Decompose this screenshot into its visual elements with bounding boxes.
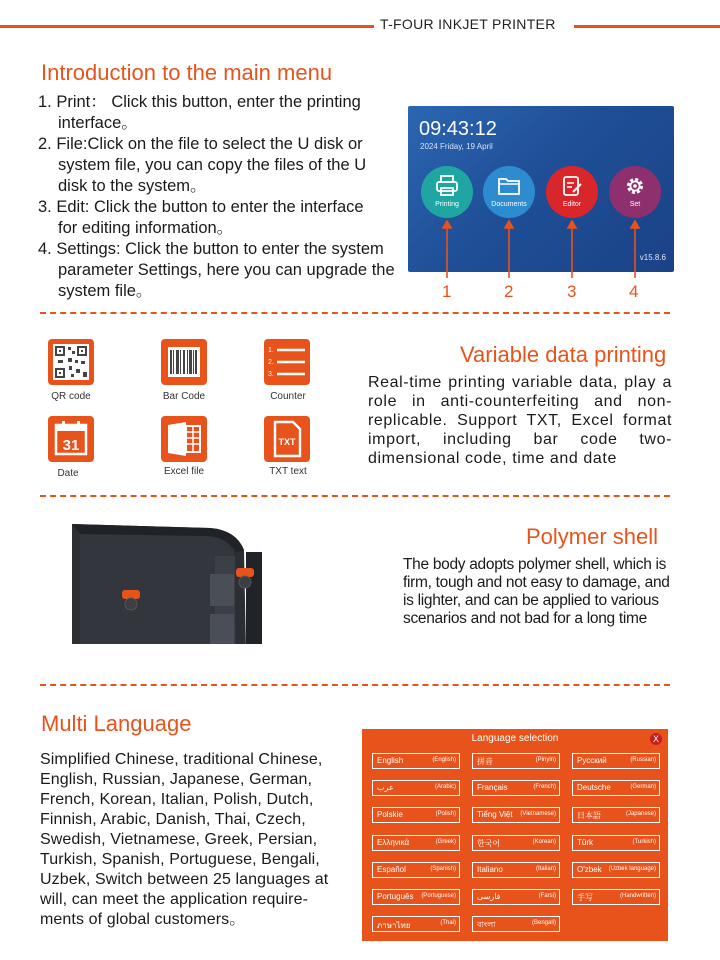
language-native-name: 拼音	[477, 757, 493, 766]
intro-title: Introduction to the main menu	[41, 60, 333, 85]
language-option[interactable]	[372, 835, 460, 851]
intro-line: system file。	[58, 282, 153, 300]
language-english-name: (Farsi)	[538, 893, 556, 899]
section-divider	[40, 684, 670, 686]
intro-list	[38, 92, 408, 302]
icon-label-bar-code: Bar Code	[162, 391, 206, 402]
printer-icon	[435, 175, 459, 197]
excel-file-icon	[161, 416, 207, 462]
intro-item-settings	[38, 239, 408, 302]
language-option[interactable]	[472, 807, 560, 823]
language-english-name: (Arabic)	[434, 784, 456, 791]
intro-line: for editing information。	[58, 219, 234, 237]
language-native-name: 한국어	[477, 838, 501, 848]
language-native-name: Español	[377, 864, 406, 874]
language-option[interactable]	[372, 807, 460, 823]
language-native-name: عرب	[377, 783, 394, 793]
language-native-name: ภาษาไทย	[377, 921, 411, 931]
screen-version: v15.8.6	[639, 253, 666, 262]
edit-icon	[560, 175, 584, 197]
language-english-name: (German)	[630, 784, 656, 791]
svg-text:3.: 3.	[268, 371, 274, 378]
language-english-name: (Russian)	[630, 757, 656, 763]
language-english-name: (Pinyin)	[535, 757, 556, 763]
intro-line: 4. Settings: Click the button to enter the system	[38, 240, 384, 258]
callout-arrows	[408, 220, 674, 280]
app-set-button[interactable]	[609, 166, 661, 218]
calendar-icon	[48, 416, 94, 462]
language-english-name: (French)	[533, 784, 556, 791]
intro-item-print	[38, 92, 408, 134]
language-option[interactable]	[572, 889, 660, 905]
intro-line: system file, you can copy the files of the U	[58, 156, 367, 174]
language-english-name: (Thai)	[440, 920, 456, 927]
language-option[interactable]	[472, 862, 560, 878]
screen-date: 2024 Friday, 19 April	[420, 142, 493, 151]
qr-code-icon	[48, 339, 94, 385]
language-selection-panel	[362, 729, 668, 941]
language-english-name: (English)	[432, 757, 456, 763]
app-printing-button[interactable]	[421, 166, 473, 218]
header-rule-right	[574, 25, 720, 28]
intro-line: interface。	[58, 114, 138, 132]
language-option[interactable]	[572, 807, 660, 823]
callout-number: 3	[567, 282, 577, 301]
shell-description: The body adopts polymer shell, which is firm, tough and not easy to damage, and is lighter, and can be applied to various scenarios and not bad for a long time	[403, 556, 670, 627]
variable-description: Real-time printing variable data, play a role in anti-counterfeiting and non-replicable. Support TXT, Excel format import, including bar code two-dimensional code, time and date	[368, 374, 672, 467]
language-option[interactable]	[572, 753, 660, 769]
language-english-name: (Spanish)	[430, 865, 456, 872]
language-option[interactable]	[372, 862, 460, 878]
language-option[interactable]	[372, 916, 460, 932]
language-native-name: Русский	[577, 756, 607, 765]
language-native-name: Português	[377, 892, 414, 901]
language-native-name: Tiếng Việt	[477, 810, 513, 820]
language-english-name: (Uzbek language)	[608, 865, 656, 872]
language-english-name: (Bengali)	[531, 920, 556, 927]
icon-label-date: Date	[57, 468, 79, 479]
svg-text:2.: 2.	[268, 359, 274, 366]
screen-clock: 09:43:12	[419, 118, 497, 140]
language-english-name: (Japanese)	[625, 811, 656, 818]
intro-line: 3. Edit: Click the button to enter the interface	[38, 198, 364, 216]
section-divider	[40, 312, 670, 314]
language-english-name: (Handwritten)	[619, 893, 656, 899]
language-option[interactable]	[372, 780, 460, 796]
callout-number: 1	[442, 282, 452, 301]
intro-item-file	[38, 134, 408, 197]
app-label: Editor	[562, 201, 582, 208]
language-english-name: (Portuguese)	[421, 893, 456, 899]
section-divider	[40, 495, 670, 497]
calendar-day: 31	[62, 437, 80, 454]
language-option[interactable]	[372, 889, 460, 905]
language-native-name: فارسی	[477, 892, 501, 901]
language-native-name: Italiano	[477, 864, 503, 874]
language-option[interactable]	[572, 862, 660, 878]
app-label: Printing	[435, 201, 459, 208]
language-native-name: Deutsche	[577, 783, 611, 793]
language-panel-header	[362, 729, 668, 749]
folder-icon	[497, 175, 521, 197]
language-english-name: (Polish)	[435, 811, 456, 818]
icon-label-txt-text: TXT text	[269, 466, 307, 477]
language-native-name: 日本語	[577, 811, 601, 821]
app-documents-button[interactable]	[483, 166, 535, 218]
language-english-name: (Greek)	[435, 838, 456, 845]
language-option[interactable]	[572, 835, 660, 851]
language-native-name: Ελληνικά	[377, 837, 410, 847]
language-title: Multi Language	[41, 711, 192, 736]
language-option[interactable]	[572, 780, 660, 796]
counter-icon	[264, 339, 310, 385]
svg-text:1.: 1.	[268, 347, 274, 354]
txt-badge: TXT	[278, 437, 296, 447]
language-native-name: Français	[477, 783, 508, 793]
callout-number: 4	[629, 282, 639, 301]
icon-label-counter: Counter	[270, 391, 306, 402]
printer-photo	[60, 516, 332, 650]
language-option[interactable]	[372, 753, 460, 769]
app-label: Set	[629, 201, 641, 208]
intro-item-edit	[38, 197, 408, 239]
txt-file-icon	[264, 416, 310, 462]
intro-line: 1. Print： Click this button, enter the printing	[38, 93, 361, 111]
language-option[interactable]	[472, 835, 560, 851]
language-english-name: (Turkish)	[632, 838, 656, 845]
intro-line: disk to the system。	[58, 177, 207, 195]
language-native-name: 手写	[577, 893, 593, 902]
language-option[interactable]	[472, 780, 560, 796]
callout-number: 2	[504, 282, 514, 301]
language-native-name: বাংলা	[477, 920, 496, 930]
intro-line: parameter Settings, here you can upgrade the	[58, 261, 395, 279]
barcode-icon	[161, 339, 207, 385]
icon-label-qr-code: QR code	[51, 391, 91, 402]
close-icon[interactable]: X	[650, 733, 662, 745]
language-native-name: O'zbek	[577, 864, 602, 874]
language-option[interactable]	[472, 889, 560, 905]
app-editor-button[interactable]	[546, 166, 598, 218]
language-english-name: (Italian)	[535, 865, 556, 872]
language-option[interactable]	[472, 916, 560, 932]
language-native-name: English	[377, 756, 404, 765]
language-native-name: Türk	[577, 837, 593, 847]
shell-title: Polymer shell	[526, 524, 659, 549]
language-english-name: (Vietnamese)	[520, 811, 556, 818]
language-english-name: (Korean)	[532, 838, 556, 845]
language-option[interactable]	[472, 753, 560, 769]
language-description: Simplified Chinese, traditional Chinese, English, Russian, Japanese, German, French, Korean, Italian, Polish, Dutch, Finnish, Arabic, Danish, Thai, Czech, Swedish, Vietnamese, Greek, Persian, Turkish, Spanish, Portuguese, Bengali, Uzbek, Switch between 25 languages at will, can meet the application require-ments of global customers。	[40, 751, 329, 928]
language-native-name: Polskie	[377, 810, 403, 820]
language-panel-title: Language selection	[471, 733, 559, 744]
app-label: Documents	[491, 201, 527, 208]
gear-icon	[623, 175, 647, 197]
icon-label-excel-file: Excel file	[163, 466, 204, 477]
header-title: T-FOUR INKJET PRINTER	[380, 16, 556, 32]
variable-title: Variable data printing	[460, 342, 667, 367]
header-rule-left	[0, 25, 374, 28]
intro-line: 2. File:Click on the file to select the U disk or	[38, 135, 363, 153]
